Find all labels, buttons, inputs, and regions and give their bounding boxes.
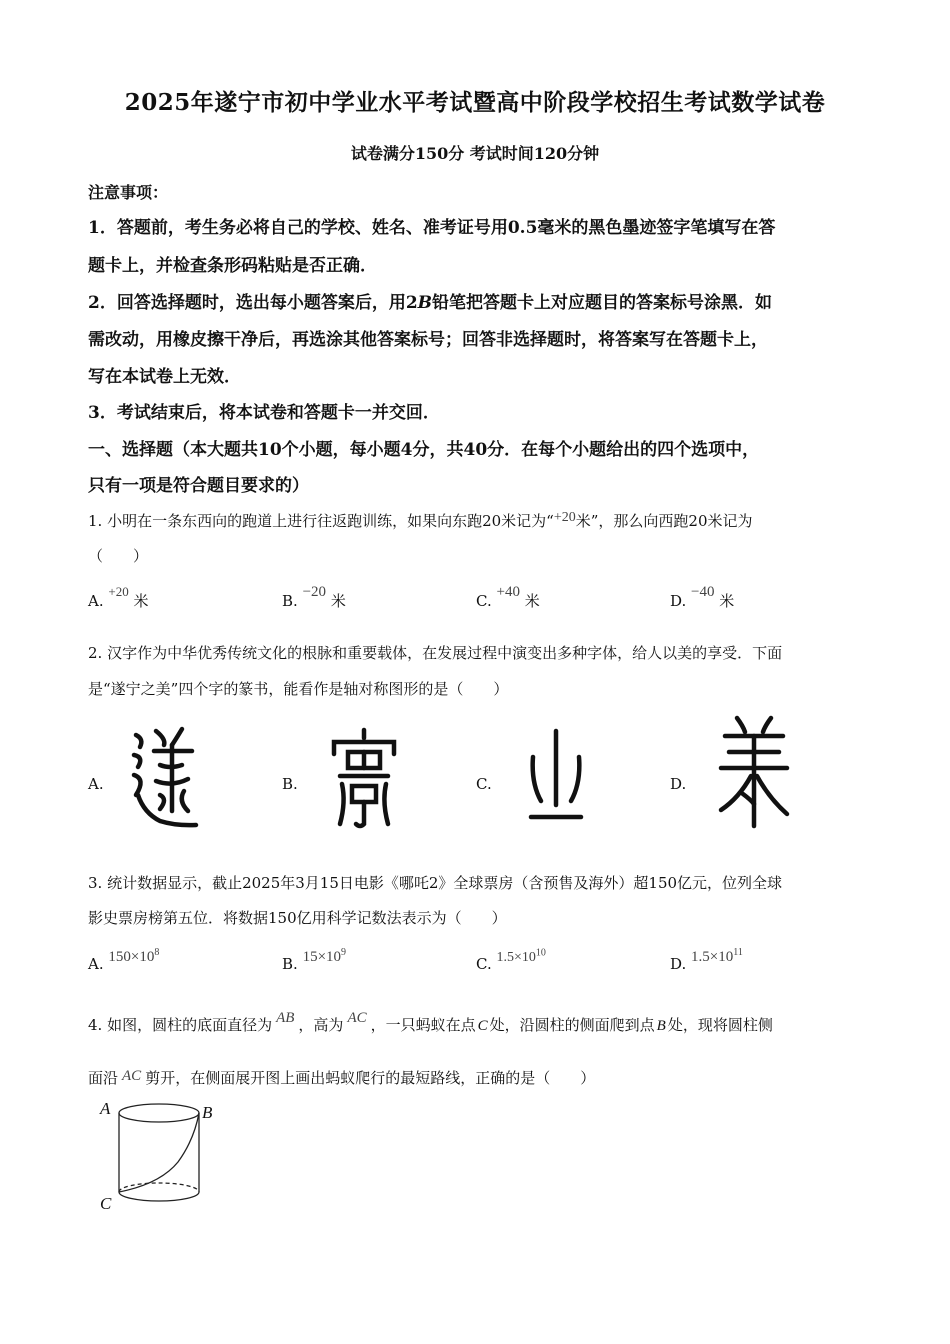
q2-stem-line2: 是“遂宁之美”四个字的篆书，能看作是轴对称图形的是（ ） [88,680,509,698]
q4-stem-line1: 4. 如图，圆柱的底面直径为 AB ，高为 AC ，一只蚂蚁在点 C 处，沿圆柱的侧面爬到点 B 处，现将圆柱侧 [88,1010,773,1034]
q1-option-b[interactable]: B. −20 米 [282,584,346,610]
q3-stem-line2: 影史票房榜第五位．将数据150亿用科学记数法表示为（ ） [88,909,507,927]
q1-stem-line2: （ ） [88,547,149,565]
q3-option-c[interactable]: C. $1.5\times 10^{10}$ [476,947,546,973]
q1-option-d[interactable]: D. −40 米 [670,584,735,610]
ant-path [119,1113,199,1192]
seal-script-zhi-icon [527,727,585,829]
label-c: C [100,1194,112,1213]
seal-script-ning-icon [330,728,398,828]
q3-stem-line1: 3. 统计数据显示，截止2025年3月15日电影《哪吒2》全球票房（含预售及海外）超150亿元，位列全球 [88,874,783,892]
q2-option-c-label[interactable]: C. [476,775,492,793]
q2-stem-line1: 2. 汉字作为中华优秀传统文化的根脉和重要载体，在发展过程中演变出多种字体，给人以美的享受．下面 [88,644,783,662]
q2-option-d-label[interactable]: D. [670,775,687,793]
section-heading-line1: 一、选择题（本大题共10个小题，每小题4分，共40分．在每个小题给出的四个选项中， [88,440,760,460]
notice-item2-line3: 写在本试卷上无效． [88,367,241,387]
notice-item1-line1: 1．答题前，考生务必将自己的学校、姓名、准考证号用0.5毫米的黑色墨迹签字笔填写在答 [88,218,776,238]
section-heading-line2: 只有一项是符合题目要求的） [88,476,309,496]
q1-option-a[interactable]: A. +20 米 [88,584,149,610]
seal-script-sui-icon [130,725,200,830]
label-a: A [100,1099,111,1118]
q1-stem-line1: 1. 小明在一条东西向的跑道上进行往返跑训练，如果向东跑20米记为“+20米”，那么向西跑20米记为 [88,510,753,530]
label-b: B [202,1103,213,1122]
q3-option-b[interactable]: B. $15\times 10^9$ [282,947,347,973]
q3-option-d[interactable]: D. $1.5\times 10^{11}$ [670,947,743,973]
notice-item1-line2: 题卡上，并检查条形码粘贴是否正确． [88,256,377,276]
q1-option-c[interactable]: C. +40 米 [476,584,540,610]
q4-stem-line2: 面沿 AC 剪开，在侧面展开图上画出蚂蚁爬行的最短路线，正确的是（ ） [88,1068,596,1087]
q2-option-a-label[interactable]: A. [88,775,104,793]
notice-heading: 注意事项： [88,183,169,202]
notice-item3: 3．考试结束后，将本试卷和答题卡一并交回． [88,403,440,423]
cylinder-top-ellipse [119,1104,199,1122]
q2-option-b-label[interactable]: B. [282,775,298,793]
page-title: 2025年遂宁市初中学业水平考试暨高中阶段学校招生考试数学试卷 [124,89,826,116]
page-subtitle: 试卷满分150分 考试时间120分钟 [350,144,600,163]
cylinder-figure [98,1096,223,1214]
seal-script-mei-icon [715,714,793,832]
notice-item2-line1: 2．回答选择题时，选出每小题答案后，用2B铅笔把答题卡上对应题目的答案标号涂黑．如 [88,293,773,313]
cylinder-bottom-front [119,1192,199,1201]
q3-option-a[interactable]: A. $150\times 10^8$ [88,947,160,973]
cylinder-bottom-back [119,1183,199,1192]
notice-item2-line2: 需改动，用橡皮擦干净后，再选涂其他答案标号；回答非选择题时，将答案写在答题卡上， [88,330,768,350]
